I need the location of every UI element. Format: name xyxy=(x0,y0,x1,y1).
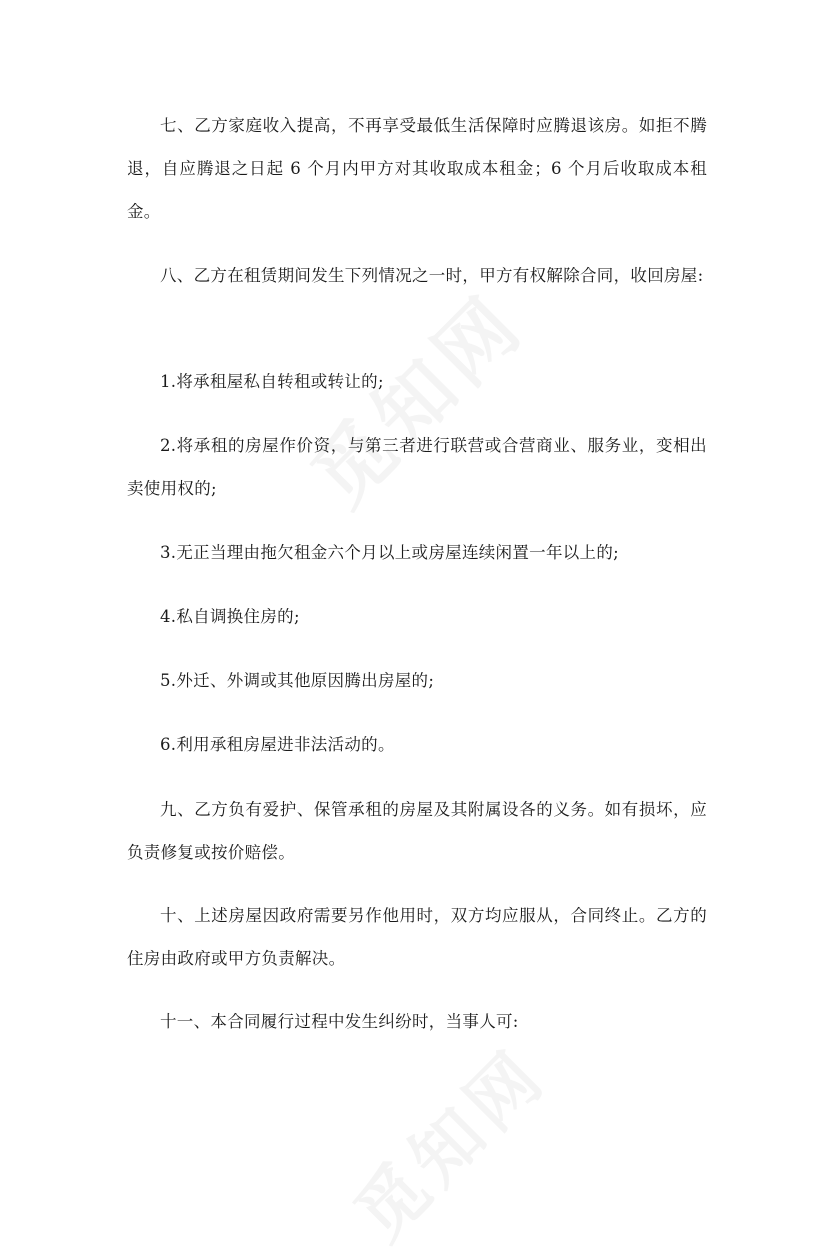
clause-7-paragraph: 七、乙方家庭收入提高，不再享受最低生活保障时应腾退该房。如拒不腾退，自应腾退之日起 6 个月内甲方对其收取成本租金；6 个月后收取成本租金。 xyxy=(127,116,707,221)
clause-8-paragraph: 八、乙方在租赁期间发生下列情况之一时，甲方有权解除合同，收回房屋: xyxy=(160,266,704,285)
watermark xyxy=(329,1022,566,1259)
clause-10-paragraph: 十、上述房屋因政府需要另作他用时，双方均应服从，合同终止。乙方的住房由政府或甲方负责解决。 xyxy=(127,906,707,968)
clause-8-item-3: 3.无正当理由拖欠租金六个月以上或房屋连续闲置一年以上的; xyxy=(160,543,620,562)
clause-8-item-2: 2.将承租的房屋作价资，与第三者进行联营或合营商业、服务业，变相出卖使用权的; xyxy=(127,436,707,498)
clause-8-item-1: 1.将承租屋私自转租或转让的; xyxy=(160,372,384,391)
clause-9-paragraph: 九、乙方负有爱护、保管承租的房屋及其附属设各的义务。如有损坏，应负责修复或按价赔偿。 xyxy=(127,800,707,862)
clause-8-item-6: 6.利用承租房屋进非法活动的。 xyxy=(160,735,395,754)
clause-8-item-5: 5.外迁、外调或其他原因腾出房屋的; xyxy=(160,671,435,690)
clause-8-item-4: 4.私自调换住房的; xyxy=(160,607,300,626)
clause-11-paragraph: 十一、本合同履行过程中发生纠纷时，当事人可: xyxy=(160,1012,519,1031)
